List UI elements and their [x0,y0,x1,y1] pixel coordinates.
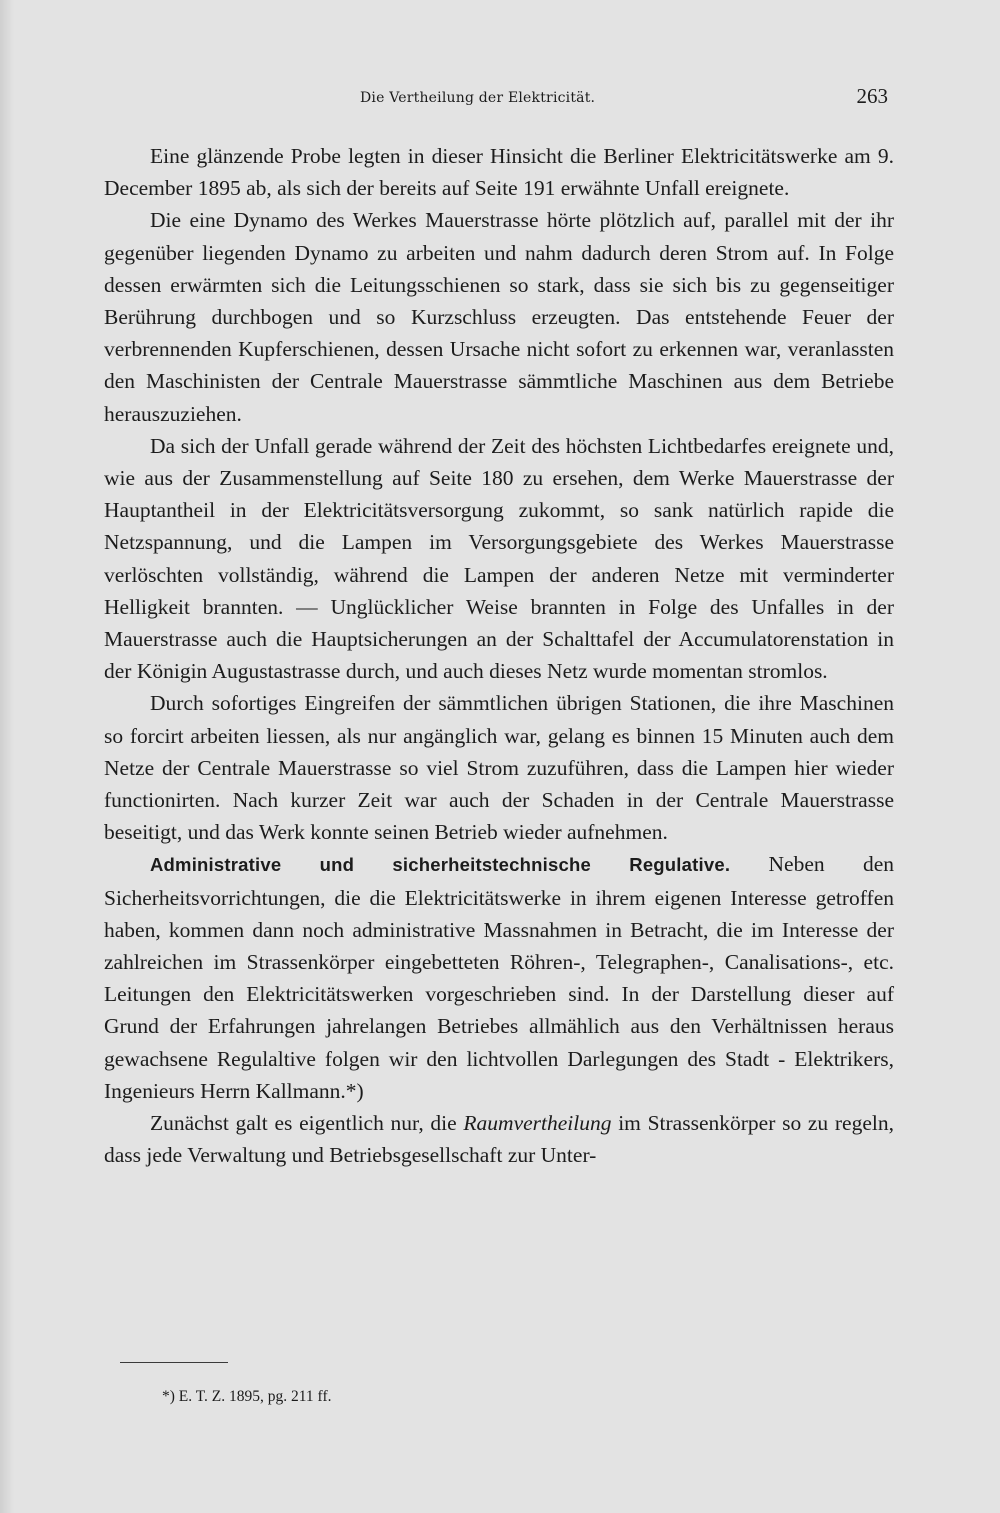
paragraph-text-before: Zunächst galt es eigentlich nur, die [150,1111,464,1136]
paragraph-text: Die eine Dynamo des Werkes Mauerstrasse hörte plötzlich auf, parallel mit der ihr gegenüber liegenden Dynamo zu arbeiten und nahm dadurch deren Strom auf. In Folge dessen erwärmten sich die Leitungsschienen so stark, dass sie sich bis zu gegenseitiger Berührung durchbogen und so Kurzschluss erzeugten. Das entstehende Feuer der verbrennenden Kupferschienen, dessen Ursache nicht sofort zu erkennen war, veranlassten den Maschinisten der Centrale Mauerstrasse sämmtliche Maschinen aus dem Betriebe herauszuziehen. [104,208,894,426]
paragraph-text: Neben den Sicherheitsvorrichtungen, die die Elektricitätswerke in ihrem eigenen Interesse getroffen haben, kommen dann noch administrative Massnahmen in Betracht, die im Interesse der zahlreichen im Strassenkörper eingebetteten Röhren-, Telegraphen-, Canalisations-, etc. Leitungen den Elektricitätswerken vorgeschrieben sind. In der Darstellung dieser auf Grund der Erfahrungen jahrelangen Betriebes allmählich aus den Verhältnissen heraus gewachsene Regulaltive folgen wir den lichtvollen Darlegungen des Stadt - Elektrikers, Ingenieurs Herrn Kallmann.*) [104,852,894,1103]
paragraph-6 [104,1107,894,1171]
emphasized-term: Raumvertheilung [463,1111,612,1136]
paragraph-3 [104,430,894,688]
paragraph-4 [104,687,894,848]
footnote-rule [120,1362,228,1363]
paragraph-2 [104,204,894,429]
paragraph-text: Da sich der Unfall gerade während der Zeit des höchsten Lichtbedarfes ereignete und, wie aus der Zusammenstellung auf Seite 180 zu ersehen, dem Werke Mauerstrasse der Hauptantheil in der Elektricitätsversorgung zukommt, so sank natürlich rapide die Netzspannung, und die Lampen im Versorgungsgebiete des Werkes Mauerstrasse verlöschten vollständig, während die Lampen der anderen Netze mit verminderter Helligkeit brannten. — Unglücklicher Weise brannten in Folge des Unfalles in der Mauerstrasse auch die Hauptsicherungen an der Schalttafel der Accumulatorenstation in der Königin Augustastrasse durch, und auch dieses Netz wurde momentan stromlos. [104,433,894,684]
page-header [104,86,894,114]
running-head: Die Vertheilung der Elektricität. [360,90,596,106]
page-number: 263 [856,84,888,108]
paragraph-1 [104,140,894,204]
section-heading: Administrative und sicherheitstechnische Regulative. [150,854,731,876]
paragraph-text: Eine glänzende Probe legten in dieser Hinsicht die Berliner Elektricitätswerke am 9. December 1895 ab, als sich der bereits auf Seite 191 erwähnte Unfall ereignete. [104,144,894,201]
body-text [104,140,894,1172]
paragraph-5 [104,848,894,1107]
paragraph-text-after: im Strassenkörper so zu regeln, dass jede Verwaltung und Betriebsgesellschaft zur Unter- [104,1111,894,1168]
paragraph-text: Durch sofortiges Eingreifen der sämmtlichen übrigen Stationen, die ihre Maschinen so forcirt arbeiten liessen, als nur angänglich war, gelang es binnen 15 Minuten auch dem Netze der Centrale Mauerstrasse so viel Strom zuzuführen, dass die Lampen hier wieder functionirten. Nach kurzer Zeit war auch der Schaden in der Centrale Mauerstrasse beseitigt, und das Werk konnte seinen Betrieb wieder aufnehmen. [104,691,894,845]
page-gutter-shadow [0,0,14,1513]
footnote: *) E. T. Z. 1895, pg. 211 ff. [162,1388,332,1405]
